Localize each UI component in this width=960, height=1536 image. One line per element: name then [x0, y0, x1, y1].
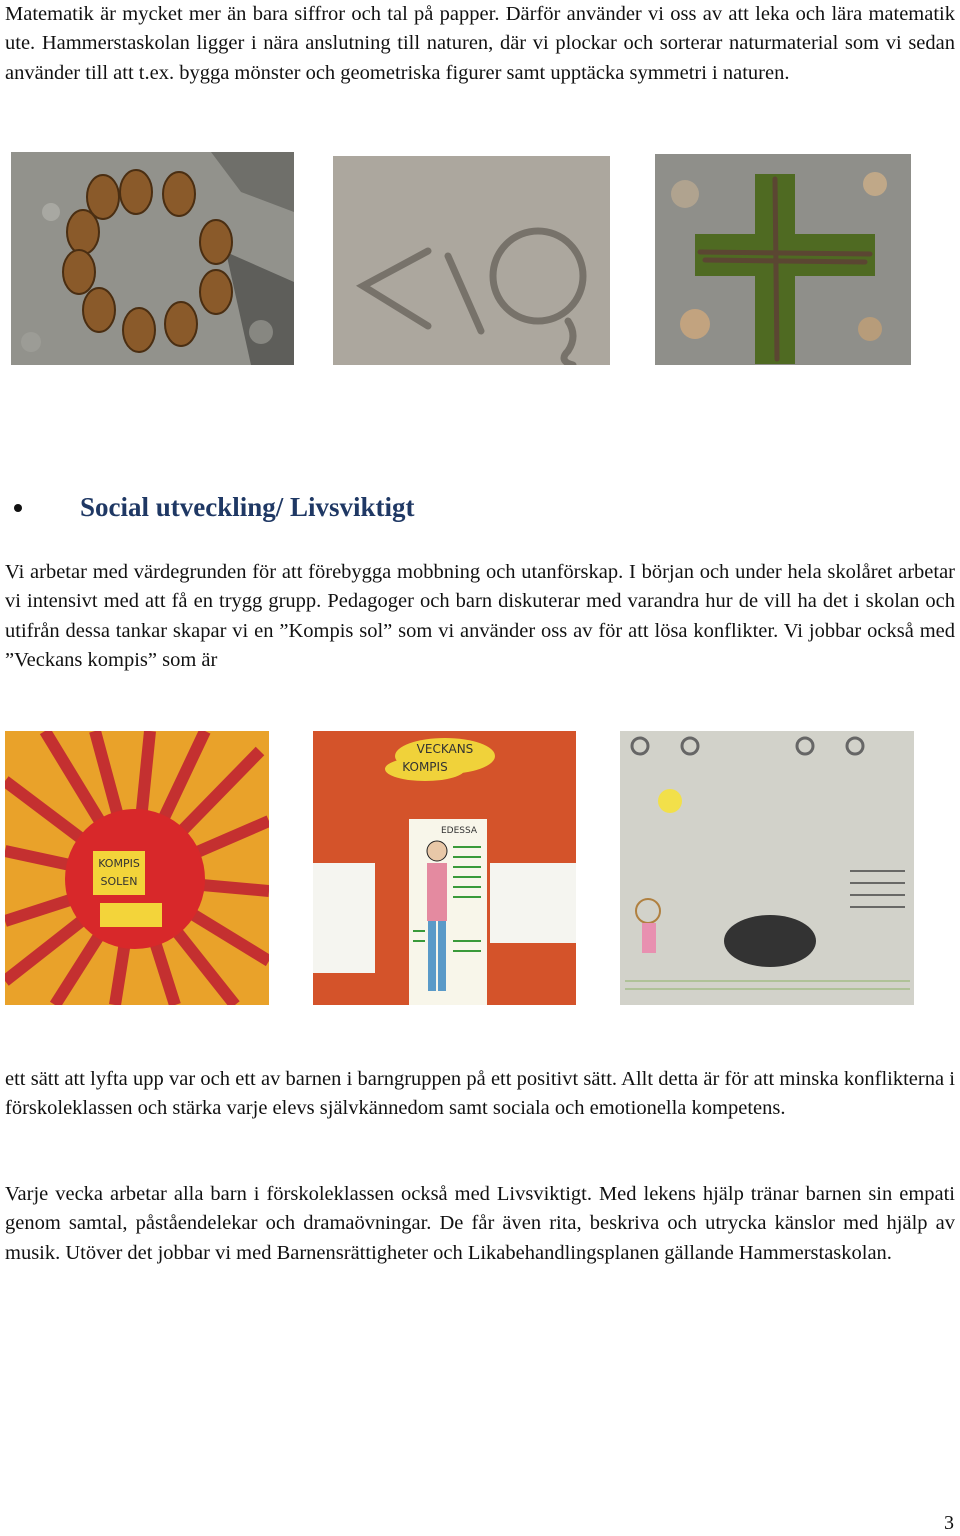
photo-veckans-kompis: [313, 731, 576, 1005]
section-heading: [14, 492, 415, 523]
photo-pine-cone-circle: [11, 152, 294, 365]
section-paragraph-1: Vi arbetar med värdegrunden för att förebygga mobbning och utanförskap. I början och under hela skolåret arbetar vi intensivt med att få en trygg grupp. Pedagoger och barn diskuterar med varandra hur de vill ha det i skolan och utifrån dessa tankar skapar vi en ”Kompis sol” som vi använder oss av för att lösa konflikter. Vi jobbar också med ”Veckans kompis” som är: [5, 561, 955, 672]
kompis-sign-line1: KOMPIS: [98, 857, 140, 870]
photo-sand-shapes: [333, 156, 610, 365]
section-paragraph-2: ett sätt att lyfta upp var och ett av barnen i barngruppen på ett positivt sätt. Allt detta är för att minska konflikterna i förskoleklassen och stärka varje elevs självkännedom samt sociala och emotionella kompetens.: [5, 1068, 955, 1120]
section-paragraph-3: Varje vecka arbetar alla barn i förskoleklassen också med Livsviktigt. Med lekens hjälp tränar barnen sin empati genom samtal, påståendelekar och dramaövningar. De får även rita, beskriva och utrycka känslor med hjälp av musik. Utöver det jobbar vi med Barnensrättigheter och Likabehandlingsplanen gällande Hammerstaskolan.: [5, 1183, 955, 1264]
poster-name: EDESSA: [441, 826, 478, 836]
photo-kompis-sun: [5, 731, 269, 1005]
intro-paragraph: Matematik är mycket mer än bara siffror och tal på papper. Därför använder vi oss av att leka och lära matematik ute. Hammerstaskolan ligger i nära anslutning till naturen, där vi plockar och sorterar naturmaterial som vi sedan använder till att t.ex. bygga mönster och geometriska figurer samt upptäcka symmetri i naturen.: [5, 3, 955, 84]
veckans-sign-line1: VECKANS: [416, 742, 474, 756]
photo-stick-cross: [655, 154, 911, 365]
page-number: 3: [944, 1512, 954, 1534]
veckans-sign-line2: KOMPIS: [402, 760, 448, 774]
photo-child-drawing: [620, 731, 914, 1005]
kompis-sign-line2: SOLEN: [100, 875, 138, 888]
bullet-icon: [14, 504, 22, 512]
section-heading-text: Social utveckling/ Livsviktigt: [80, 492, 415, 522]
